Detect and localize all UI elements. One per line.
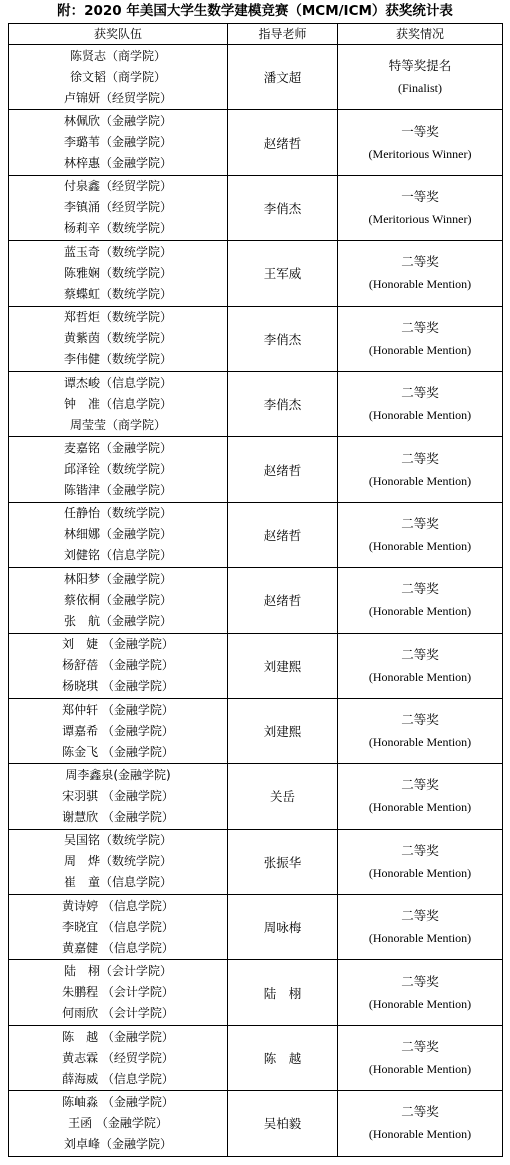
award-level-english: (Honorable Mention) [368, 735, 472, 750]
team-cell [9, 764, 228, 829]
team-member: 薛海威 （信息学院） [62, 1071, 174, 1086]
table-row [9, 764, 503, 829]
page-title: 附：2020 年美国大学生数学建模竞赛（MCM/ICM）获奖统计表 [57, 3, 453, 19]
table-header-row [9, 24, 503, 45]
team-cell [9, 45, 228, 110]
team-cell [9, 437, 228, 502]
award-level-english: (Honorable Mention) [368, 996, 472, 1011]
team-member: 林细娜（金融学院） [63, 527, 172, 542]
table-row [9, 568, 503, 633]
team-member: 周莹莹（商学院） [69, 417, 166, 432]
award-level: 二等奖 [401, 254, 439, 270]
team-member: 杨晓琪 （金融学院） [62, 679, 174, 694]
team-member: 付泉鑫（经贸学院） [63, 179, 172, 194]
team-member: 郑哲炬（数统学院） [63, 310, 172, 325]
team-member: 王函 （金融学院） [68, 1115, 168, 1130]
awards-table [8, 23, 503, 1157]
award-level: 二等奖 [401, 319, 439, 335]
team-member: 黄紫茵（数统学院） [63, 331, 172, 346]
table-body [9, 45, 503, 1157]
table-row [9, 895, 503, 960]
award-level: 特等奖提名 [388, 58, 452, 74]
team-cell [9, 895, 228, 960]
team-member: 陈锴津（金融学院） [63, 483, 172, 498]
advisor-cell: 潘文超 [228, 45, 338, 110]
award-level: 二等奖 [401, 908, 439, 924]
advisor-cell: 刘建熙 [228, 633, 338, 698]
team-cell [9, 175, 228, 240]
award-level: 一等奖 [401, 123, 439, 139]
team-member: 周 烨（数统学院） [63, 854, 172, 869]
award-level-english: (Meritorious Winner) [368, 211, 472, 226]
team-member: 卢锦妍（经贸学院） [63, 90, 172, 105]
team-cell [9, 829, 228, 894]
team-cell [9, 502, 228, 567]
team-cell [9, 633, 228, 698]
award-level-english: (Honorable Mention) [368, 669, 472, 684]
award-level: 二等奖 [401, 646, 439, 662]
team-member: 麦嘉铭（金融学院） [63, 441, 172, 456]
table-row [9, 1091, 503, 1156]
award-cell [338, 437, 503, 502]
award-cell [338, 960, 503, 1025]
team-member: 黄志霖 （经贸学院） [62, 1050, 174, 1065]
team-member: 杨莉辛（数统学院） [63, 221, 172, 236]
award-level: 二等奖 [401, 842, 439, 858]
table-row [9, 110, 503, 175]
team-member: 徐文韬（商学院） [69, 69, 166, 84]
team-member: 郑仲轩 （金融学院） [62, 702, 174, 717]
team-member: 何雨欣 （会计学院） [62, 1006, 174, 1021]
team-member: 刘健铭（信息学院） [63, 548, 172, 563]
team-member: 蓝玉奇（数统学院） [63, 244, 172, 259]
team-member: 蔡蝶虹（数统学院） [63, 286, 172, 301]
table-row [9, 960, 503, 1025]
table-row [9, 829, 503, 894]
team-member: 陈岫淼 （金融学院） [62, 1094, 174, 1109]
award-level: 二等奖 [401, 515, 439, 531]
team-cell [9, 960, 228, 1025]
team-member: 李镇涌（经贸学院） [63, 200, 172, 215]
advisor-cell: 陈 越 [228, 1025, 338, 1090]
team-member: 陈金飞 （金融学院） [62, 744, 174, 759]
award-level-english: (Honorable Mention) [368, 277, 472, 292]
award-level-english: (Honorable Mention) [368, 408, 472, 423]
award-cell [338, 698, 503, 763]
team-cell [9, 568, 228, 633]
award-level-english: (Meritorious Winner) [368, 146, 472, 161]
award-cell [338, 45, 503, 110]
award-level: 二等奖 [401, 1039, 439, 1055]
award-level-english: (Honorable Mention) [368, 865, 472, 880]
award-level: 二等奖 [401, 777, 439, 793]
team-cell [9, 306, 228, 371]
award-level: 二等奖 [401, 973, 439, 989]
award-cell [338, 764, 503, 829]
team-member: 林佩欣（金融学院） [63, 114, 172, 129]
award-cell [338, 241, 503, 306]
award-cell [338, 306, 503, 371]
award-level-english: (Honorable Mention) [368, 800, 472, 815]
award-level-english: (Honorable Mention) [368, 342, 472, 357]
advisor-cell: 赵绪哲 [228, 110, 338, 175]
team-member: 陈 越 （金融学院） [62, 1029, 174, 1044]
award-level-english: (Honorable Mention) [368, 931, 472, 946]
table-row [9, 1025, 503, 1090]
team-member: 陆 栩（会计学院） [63, 964, 172, 979]
advisor-cell: 刘建熙 [228, 698, 338, 763]
team-member: 黄诗婷 （信息学院） [62, 898, 174, 913]
advisor-cell: 李俏杰 [228, 175, 338, 240]
team-cell [9, 698, 228, 763]
table-row [9, 306, 503, 371]
team-member: 林梓惠（金融学院） [63, 156, 172, 171]
team-member: 李璐苇（金融学院） [63, 135, 172, 150]
team-member: 李伟健（数统学院） [63, 352, 172, 367]
award-level-english: (Honorable Mention) [368, 604, 472, 619]
team-member: 邱泽铨（数统学院） [63, 462, 172, 477]
award-level: 二等奖 [401, 712, 439, 728]
advisor-cell: 吴柏毅 [228, 1091, 338, 1156]
advisor-cell: 张振华 [228, 829, 338, 894]
team-member: 陈雅娴（数统学院） [63, 265, 172, 280]
award-cell [338, 633, 503, 698]
award-level-english: (Honorable Mention) [368, 1062, 472, 1077]
team-member: 刘卓峰（金融学院） [63, 1136, 172, 1151]
team-member: 陈贤志（商学院） [69, 48, 166, 63]
award-cell [338, 829, 503, 894]
award-cell [338, 568, 503, 633]
advisor-cell: 赵绪哲 [228, 437, 338, 502]
advisor-cell: 李俏杰 [228, 371, 338, 436]
team-member: 周李鑫泉(金融学院) [65, 767, 171, 782]
team-member: 蔡依桐（金融学院） [63, 592, 172, 607]
team-member: 谢慧欣 （金融学院） [62, 809, 174, 824]
team-member: 宋羽骐 （金融学院） [62, 788, 174, 803]
advisor-cell: 陆 栩 [228, 960, 338, 1025]
award-level: 一等奖 [401, 188, 439, 204]
team-cell [9, 241, 228, 306]
team-cell [9, 110, 228, 175]
advisor-cell: 赵绪哲 [228, 568, 338, 633]
award-level: 二等奖 [401, 385, 439, 401]
table-row [9, 698, 503, 763]
table-row [9, 633, 503, 698]
team-cell [9, 371, 228, 436]
award-cell [338, 502, 503, 567]
team-cell [9, 1091, 228, 1156]
team-member: 黄嘉健 （信息学院） [62, 940, 174, 955]
team-member: 张 航（金融学院） [63, 613, 172, 628]
team-member: 刘 婕 （金融学院） [62, 637, 174, 652]
award-level: 二等奖 [401, 581, 439, 597]
team-member: 吴国铭（数统学院） [63, 833, 172, 848]
award-cell [338, 895, 503, 960]
table-row [9, 241, 503, 306]
award-level: 二等奖 [401, 450, 439, 466]
team-cell [9, 1025, 228, 1090]
advisor-cell: 赵绪哲 [228, 502, 338, 567]
advisor-cell: 李俏杰 [228, 306, 338, 371]
column-header-advisor: 指导老师 [228, 24, 338, 45]
team-member: 林阳梦（金融学院） [63, 571, 172, 586]
table-row [9, 502, 503, 567]
team-member: 任静怡（数统学院） [63, 506, 172, 521]
award-level-english: (Honorable Mention) [368, 538, 472, 553]
award-level-english: (Honorable Mention) [368, 1127, 472, 1142]
column-header-team: 获奖队伍 [9, 24, 228, 45]
column-header-award: 获奖情况 [338, 24, 503, 45]
award-cell [338, 175, 503, 240]
award-level: 二等奖 [401, 1104, 439, 1120]
award-cell [338, 1091, 503, 1156]
award-level-english: (Finalist) [398, 81, 442, 96]
award-cell [338, 371, 503, 436]
award-cell [338, 1025, 503, 1090]
advisor-cell: 王军威 [228, 241, 338, 306]
advisor-cell: 周咏梅 [228, 895, 338, 960]
award-level-english: (Honorable Mention) [368, 473, 472, 488]
team-member: 钟 准（信息学院） [63, 396, 172, 411]
table-row [9, 437, 503, 502]
table-row [9, 175, 503, 240]
team-member: 李晓宜 （信息学院） [62, 919, 174, 934]
team-member: 朱鹏程 （会计学院） [62, 985, 174, 1000]
team-member: 杨舒蓓 （金融学院） [62, 658, 174, 673]
advisor-cell: 关岳 [228, 764, 338, 829]
team-member: 崔 童（信息学院） [63, 875, 172, 890]
team-member: 谭杰峻（信息学院） [63, 375, 172, 390]
team-member: 谭嘉希 （金融学院） [62, 723, 174, 738]
table-row [9, 371, 503, 436]
table-row [9, 45, 503, 110]
award-cell [338, 110, 503, 175]
